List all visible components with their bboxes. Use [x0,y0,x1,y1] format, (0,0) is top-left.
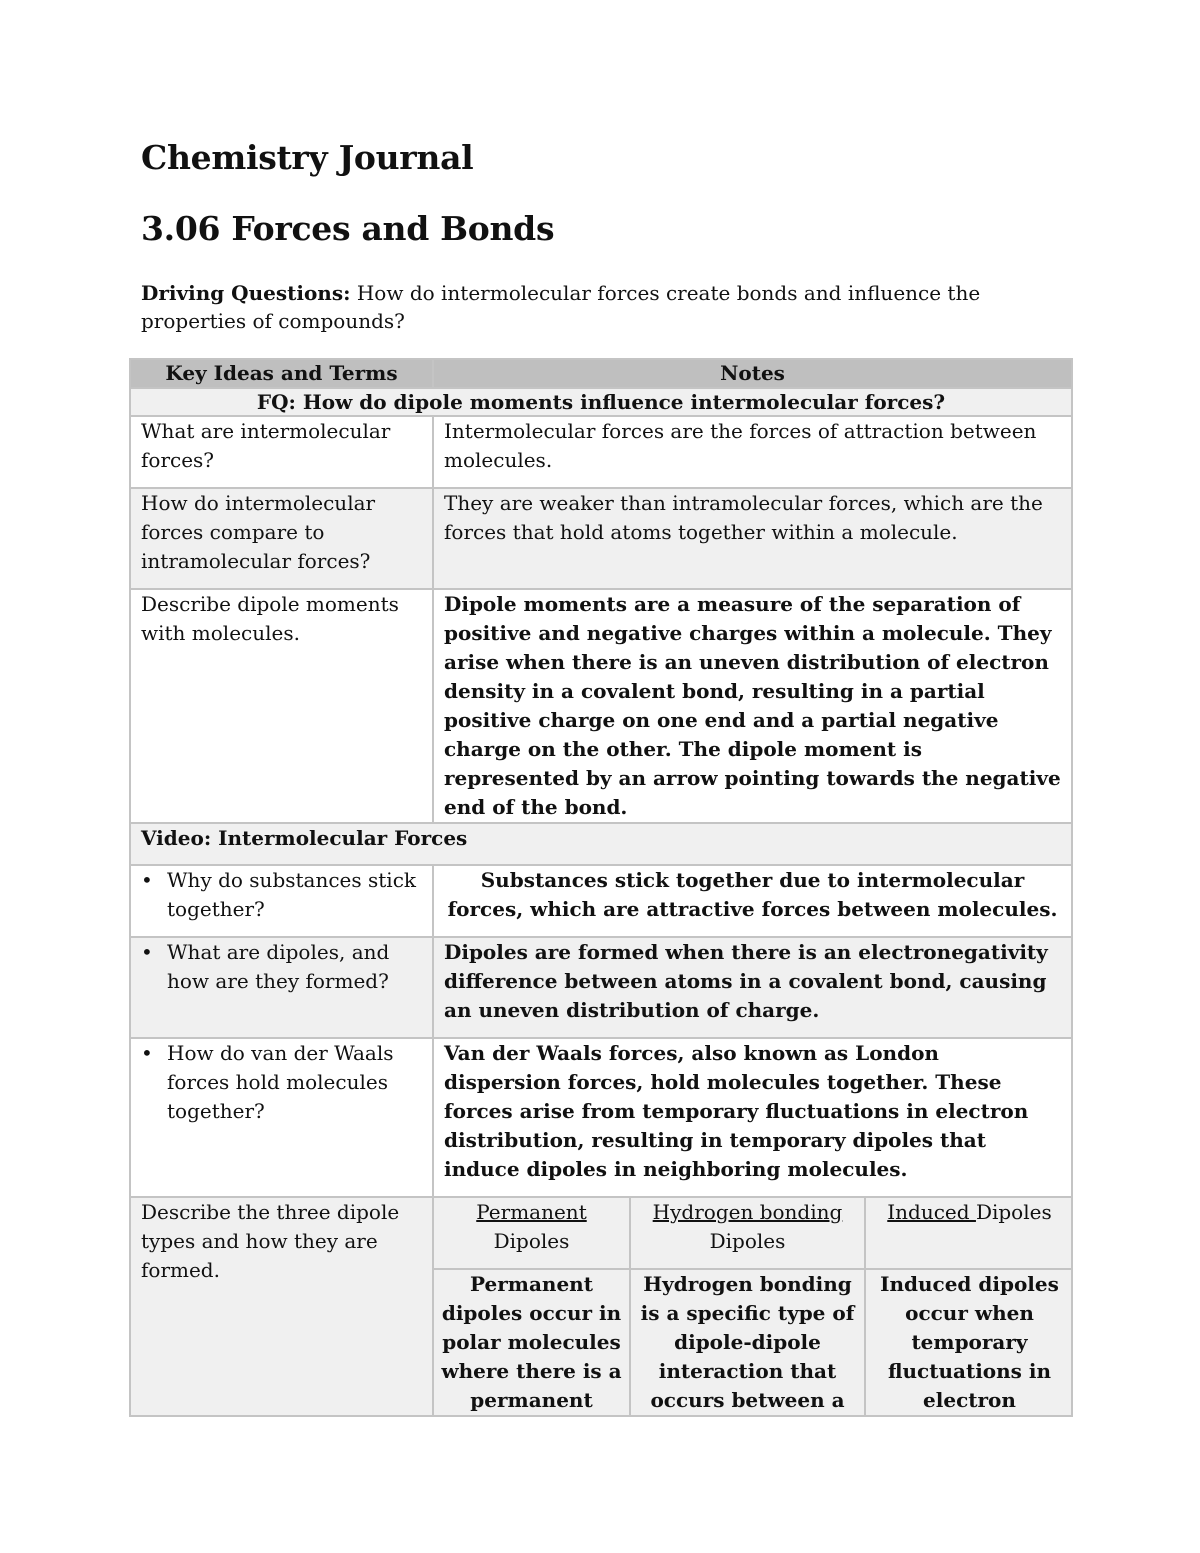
key-term: Describe dipole moments with molecules. [130,589,433,823]
video-question [130,1038,433,1197]
dipole-type-header: Permanent Dipoles [434,1198,630,1269]
driving-text: How do intermolecular forces create bonds and influence the properties of compounds? [141,281,981,333]
key-term: How do intermolecular forces compare to intramolecular forces? [130,488,433,589]
table-row [130,937,1072,1038]
driving-label: Driving Questions: [141,281,351,305]
bullet: • [141,1041,153,1065]
dipole-type-desc: Induced dipoles occur when temporary fluctuations in electron [865,1269,1073,1415]
col-header-notes: Notes [433,359,1072,388]
video-section-label: Video: Intermolecular Forces [130,823,1072,865]
note: Van der Waals forces, also known as London dispersion forces, hold molecules together. These forces arise from temporary fluctuations in electron distribution, resulting in temporary dipoles that induce dipoles in neighboring molecules. [433,1038,1072,1197]
video-question [130,937,433,1038]
note: Intermolecular forces are the forces of attraction between molecules. [433,416,1072,488]
table-row [130,865,1072,937]
table-row [130,589,1072,823]
bullet: • [141,940,153,964]
dipole-type-header: Hydrogen bonding Dipoles [630,1198,865,1269]
lesson-title: 3.06 Forces and Bonds [141,209,555,248]
note: Dipoles are formed when there is an electronegativity difference between atoms in a covalent bond, causing an uneven distribution of charge. [433,937,1072,1038]
dipole-type-header: Induced Dipoles [865,1198,1073,1269]
video-question-text: How do van der Waals forces hold molecules together? [167,1041,394,1123]
video-question-text: Why do substances stick together? [167,868,417,921]
note: They are weaker than intramolecular forces, which are the forces that hold atoms together within a molecule. [433,488,1072,589]
table-row [130,416,1072,488]
table-row [130,488,1072,589]
video-question-text: What are dipoles, and how are they formed? [167,940,390,993]
key-term: What are intermolecular forces? [130,416,433,488]
note: Dipole moments are a measure of the separation of positive and negative charges within a molecule. They arise when there is an uneven distribution of electron density in a covalent bond, resulting in a partial positive charge on one end and a partial negative charge on the other. The dipole moment is represented by an arrow pointing towards the negative end of the bond. [433,589,1072,823]
note: Substances stick together due to intermolecular forces, which are attractive forces between molecules. [433,865,1072,937]
dipole-type-desc: Permanent dipoles occur in polar molecules where there is a permanent [434,1269,630,1415]
dipole-types-table [434,1198,1073,1415]
dipole-types-cell [433,1197,1072,1416]
table-row [130,1197,1072,1416]
col-header-key-ideas: Key Ideas and Terms [130,359,433,388]
driving-questions [141,279,1061,335]
video-question [130,865,433,937]
bullet: • [141,868,153,892]
focus-question: FQ: How do dipole moments influence intermolecular forces? [130,388,1072,416]
notes-table [129,358,1073,1417]
dipole-type-desc: Hydrogen bonding is a specific type of dipole-dipole interaction that occurs between a [630,1269,865,1415]
journal-title: Chemistry Journal [141,138,474,177]
table-row [130,1038,1072,1197]
key-term: Describe the three dipole types and how they are formed. [130,1197,433,1416]
